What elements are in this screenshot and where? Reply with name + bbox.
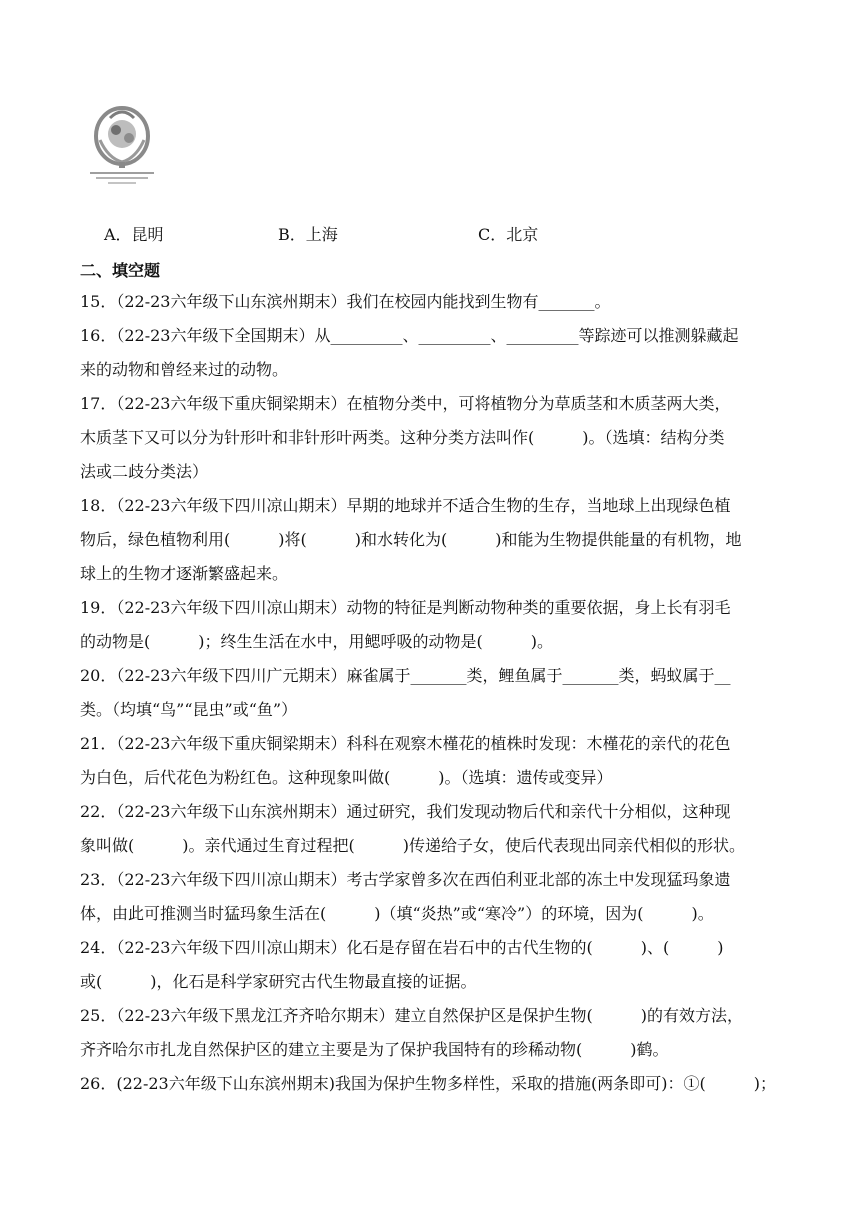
question-line: 象叫做( )。亲代通过生育过程把( )传递给子女，使后代表现出同亲代相似的形状。 — [80, 836, 745, 855]
question-19 — [80, 591, 786, 659]
question-21 — [80, 727, 786, 795]
question-line: 18．（22-23六年级下四川凉山期末）早期的地球并不适合生物的生存，当地球上出现绿色植 — [80, 496, 731, 515]
question-line: 17．（22-23六年级下重庆铜梁期末）在植物分类中，可将植物分为草质茎和木质茎两大类， — [80, 394, 731, 413]
question-line: 的动物是( )；终生生活在水中，用鳃呼吸的动物是( )。 — [80, 632, 553, 651]
question-line: 16．（22-23六年级下全国期末）从_________、_________、_________等踪迹可以推测躲藏起 — [80, 326, 739, 345]
question-line: 23．（22-23六年级下四川凉山期末）考古学家曾多次在西伯利亚北部的冻土中发现猛玛象遗 — [80, 870, 731, 889]
question-line: 体，由此可推测当时猛玛象生活在( )（填“炎热”或“寒冷”）的环境，因为( )。 — [80, 904, 714, 923]
question-line: 22．（22-23六年级下山东滨州期末）通过研究，我们发现动物后代和亲代十分相似，这种现 — [80, 802, 731, 821]
question-line: 齐齐哈尔市扎龙自然保护区的建立主要是为了保护我国特有的珍稀动物( )鹤。 — [80, 1040, 669, 1059]
question-line: 木质茎下又可以分为针形叶和非针形叶两类。这种分类方法叫作( )。（选填：结构分类 — [80, 428, 725, 447]
question-25 — [80, 999, 786, 1067]
question-16 — [80, 319, 786, 387]
option-c: C．北京 — [478, 225, 539, 244]
question-line: 15．（22-23六年级下山东滨州期末）我们在校园内能找到生物有_______。 — [80, 292, 611, 311]
question-line: 19．（22-23六年级下四川凉山期末）动物的特征是判断动物种类的重要依据，身上长有羽毛 — [80, 598, 731, 617]
question-line: 或( )，化石是科学家研究古代生物最直接的证据。 — [80, 972, 477, 991]
question-line: 法或二歧分类法） — [80, 462, 209, 481]
question-17 — [80, 387, 786, 489]
question-line: 25．（22-23六年级下黑龙江齐齐哈尔期末）建立自然保护区是保护生物( )的有效方法， — [80, 1006, 743, 1025]
question-20 — [80, 659, 786, 727]
question-15 — [80, 285, 786, 319]
option-a: A．昆明 — [104, 225, 164, 244]
question-line: 为白色，后代花色为粉红色。这种现象叫做( )。（选填：遗传或变异） — [80, 768, 613, 787]
question-24 — [80, 931, 786, 999]
question-line: 来的动物和曾经来过的动物。 — [80, 360, 289, 379]
answer-options — [104, 222, 704, 246]
question-line: 24．（22-23六年级下四川凉山期末）化石是存留在岩石中的古代生物的( )、( ) — [80, 938, 724, 957]
section-heading: 二、填空题 — [80, 261, 161, 280]
question-line: 球上的生物才逐渐繁盛起来。 — [80, 564, 289, 583]
question-line: 21．（22-23六年级下重庆铜梁期末）科科在观察木槿花的植株时发现：木槿花的亲代的花色 — [80, 734, 731, 753]
question-22 — [80, 795, 786, 863]
question-line: 物后，绿色植物利用( )将( )和水转化为( )和能为生物提供能量的有机物，地 — [80, 530, 742, 549]
question-line: 20．（22-23六年级下四川广元期末）麻雀属于_______类，鲤鱼属于_______类，蚂蚁属于__ — [80, 666, 731, 685]
emblem-image — [86, 100, 158, 190]
question-line: 26．(22-23六年级下山东滨州期末)我国为保护生物多样性，采取的措施(两条即可)：①( )； — [80, 1074, 776, 1093]
question-line: 类。（均填“鸟”“昆虫”或“鱼”） — [80, 700, 298, 719]
option-b: B．上海 — [278, 225, 338, 244]
question-26 — [80, 1067, 786, 1101]
question-18 — [80, 489, 786, 591]
question-23 — [80, 863, 786, 931]
